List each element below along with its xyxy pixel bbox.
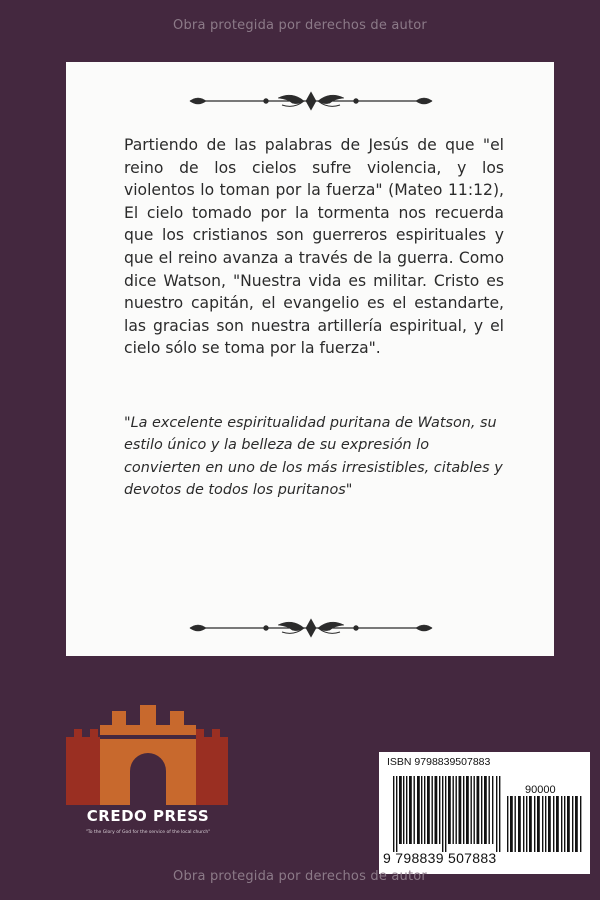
publisher-tagline: "To the Glory of God for the service of the local church" [85,830,211,835]
isbn-digits: 9 798839 507883 [383,850,497,866]
flourish-divider-icon [186,617,436,639]
addon-barcode-bars [507,796,583,852]
back-cover-panel [66,62,554,656]
barcode-bars [393,776,501,852]
endorsement-quote: "La excelente espiritualidad puritana de Watson, su estilo único y la belleza de su expresión lo convierten en uno de los más irresistibles, citables y devotos de todos los puritanos" [124,415,503,499]
book-description: Partiendo de las palabras de Jesús de que "el reino de los cielos sufre violencia, y los violentos lo toman por la fuerza" (Mateo 11:12), El cielo tomado por la tormenta nos recuerda que los cristianos son guerreros espirituales y que el reino avanza a través de la guerra. Como dice Watson, "Nuestra vida es militar. Cristo es nuestro capitán, el evangelio es el estandarte, las gracias son nuestra artillería espiritual, y el cielo sólo se toma por la fuerza". [124,136,504,358]
publisher-logo [60,697,236,857]
copyright-watermark-bottom: Obra protegida por derechos de autor [173,869,427,884]
isbn-barcode [379,752,590,874]
copyright-watermark-top: Obra protegida por derechos de autor [173,18,427,33]
castle-tower-logo-icon [60,697,236,805]
price-code: 90000 [525,784,556,796]
flourish-divider-icon [186,90,436,112]
isbn-label: ISBN 9798839507883 [387,756,491,768]
publisher-name: CREDO PRESS [86,807,210,825]
